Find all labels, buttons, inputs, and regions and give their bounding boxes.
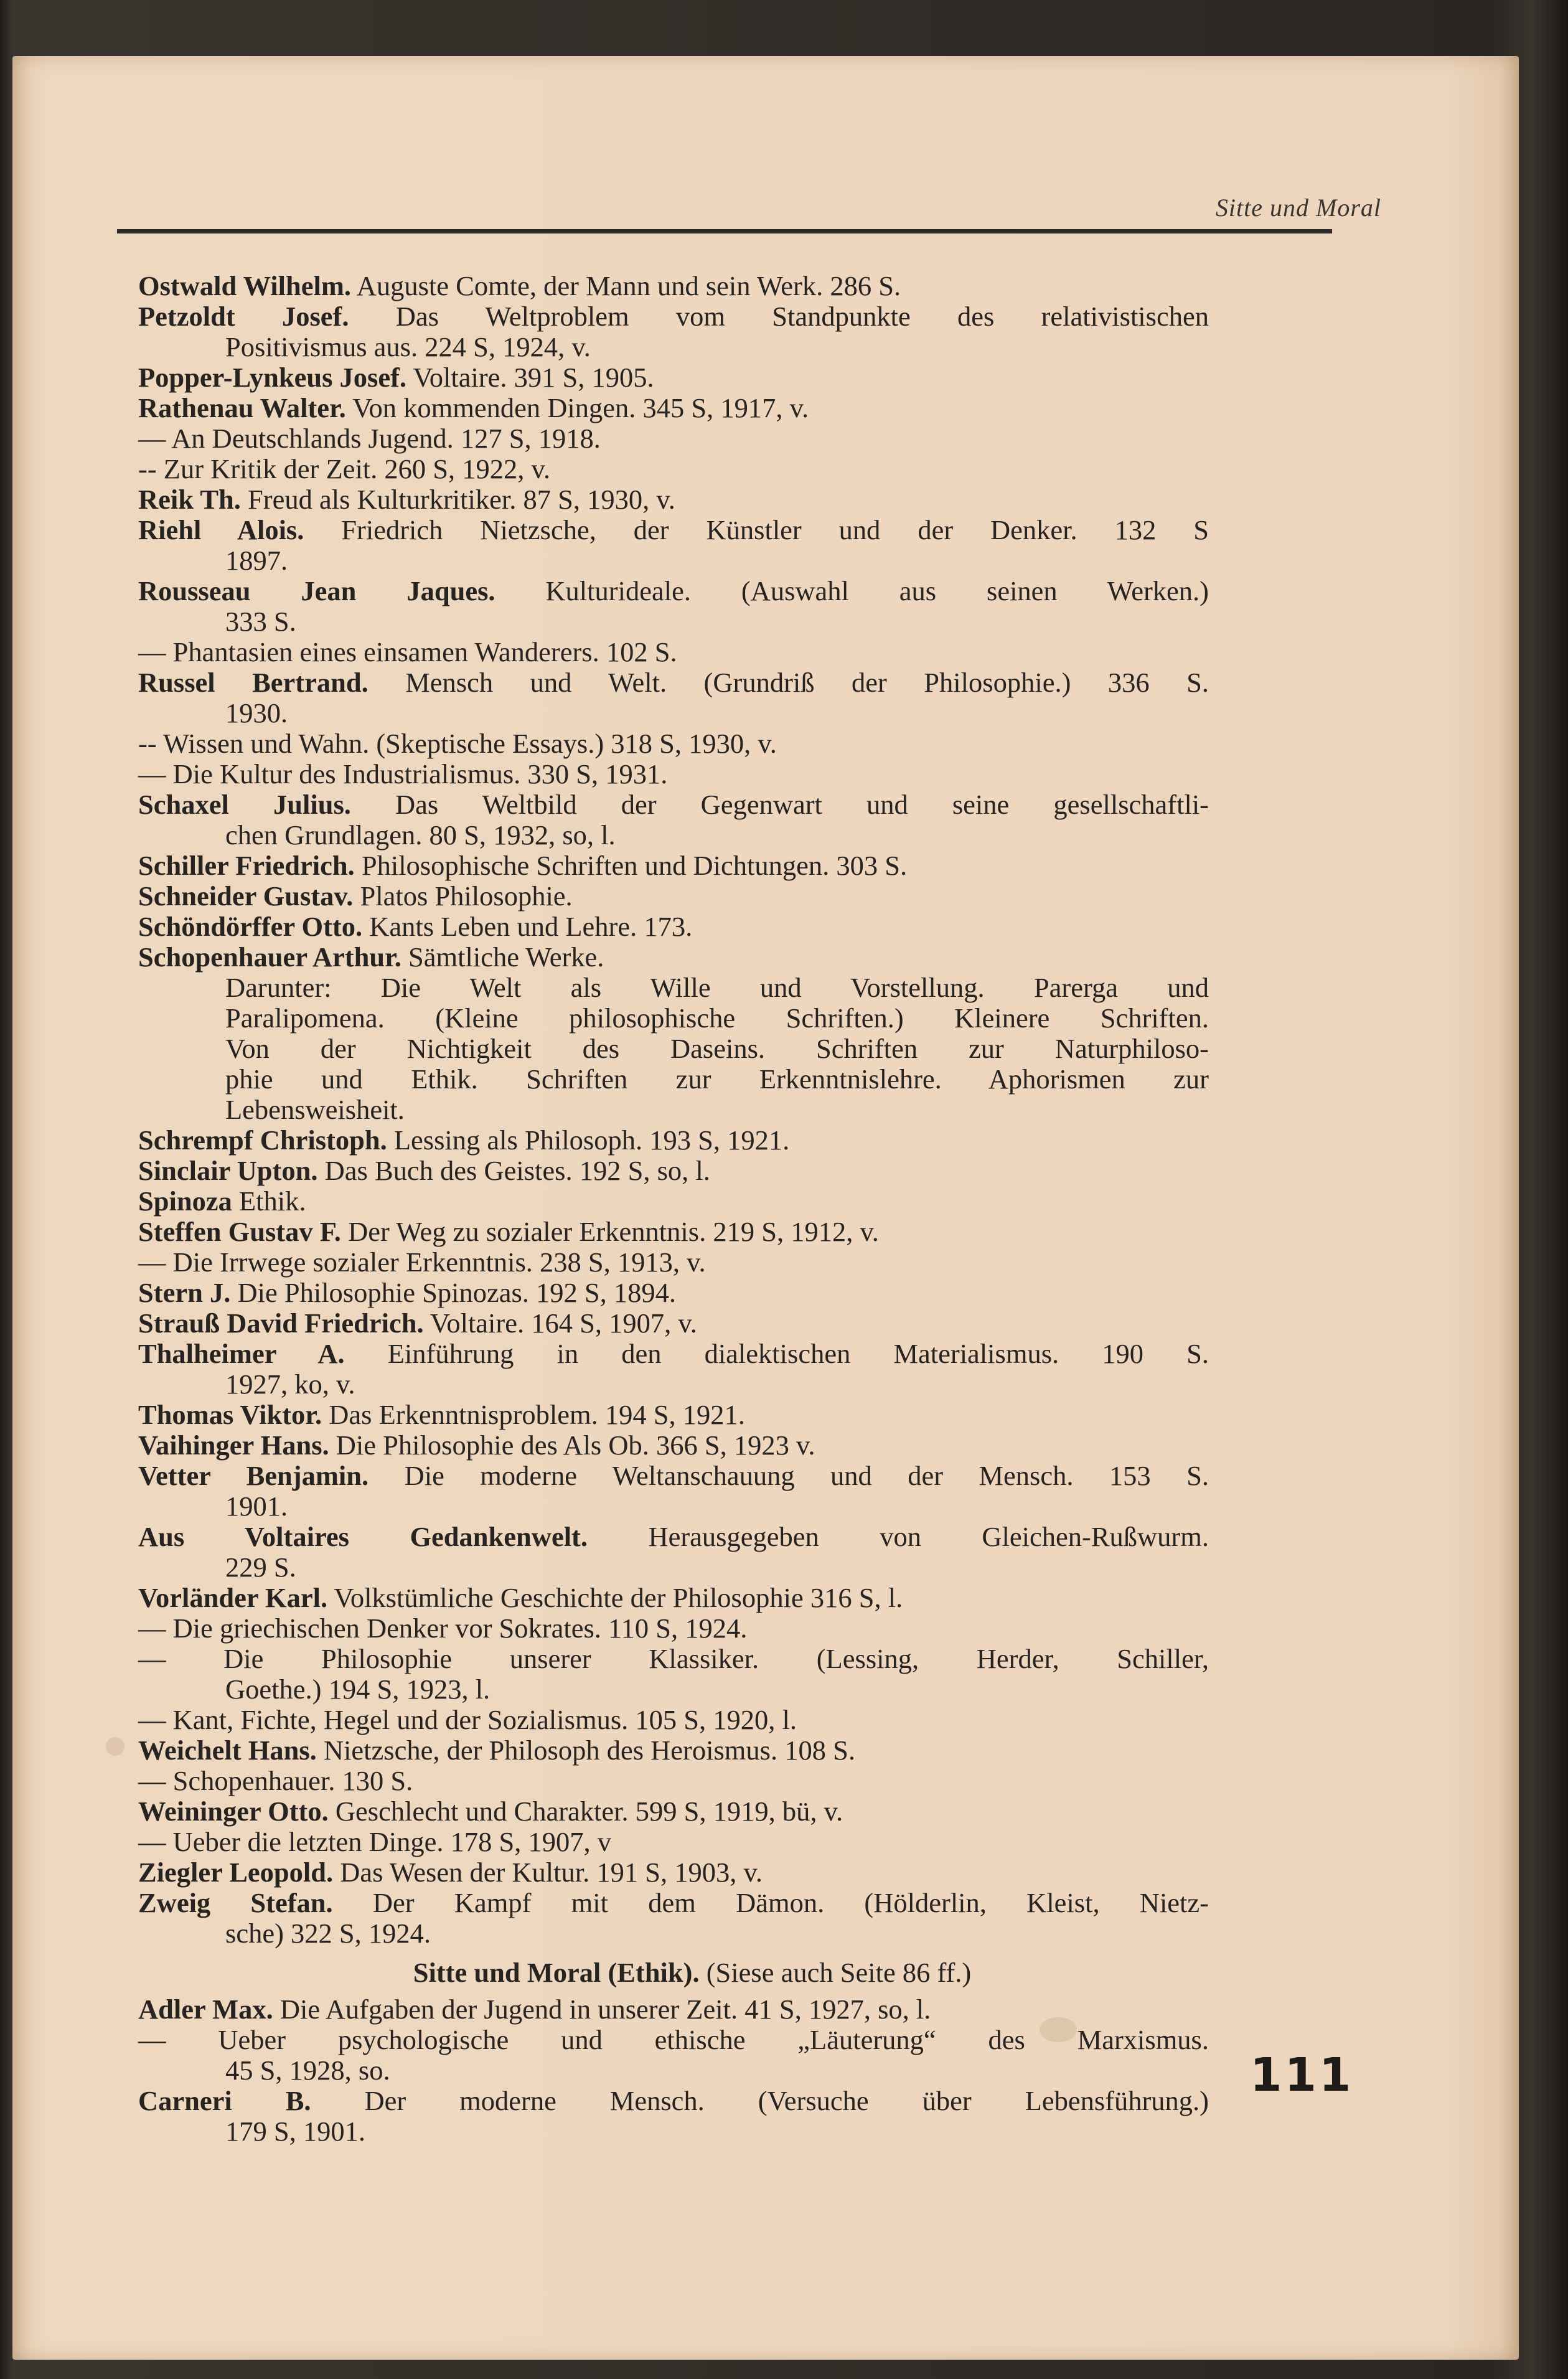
- section-title: Sitte und Moral (Ethik).: [413, 1957, 700, 1988]
- entry-title: Philosophische Schriften und Dichtungen. 303 S.: [354, 850, 908, 881]
- bibliography-entry: [138, 667, 1209, 728]
- entry-author: Weichelt Hans.: [138, 1735, 317, 1766]
- page-number: 111: [1250, 2048, 1354, 2102]
- bibliography-entry: [138, 423, 1209, 454]
- bibliography-entry: [138, 1857, 1209, 1888]
- bibliography-entry: [138, 728, 1209, 759]
- bibliography-entry: [138, 759, 1209, 789]
- entry-continuation: 333 S.: [225, 606, 296, 637]
- bibliography-entry: [138, 1125, 1209, 1156]
- entry-continuation: 1897.: [225, 545, 288, 576]
- entry-title: -- Wissen und Wahn. (Skeptische Essays.) 318 S, 1930, v.: [138, 728, 777, 759]
- entry-title: Herausgegeben von Gleichen-Rußwurm.: [588, 1521, 1209, 1552]
- bibliography-entry: [138, 850, 1209, 881]
- entry-title: Nietzsche, der Philosoph des Heroismus. 108 S.: [316, 1735, 855, 1766]
- entry-author: Stern J.: [138, 1277, 231, 1308]
- bibliography-entry: [138, 1186, 1209, 1217]
- entry-title: Mensch und Welt. (Grundriß der Philosophie.) 336 S.: [368, 667, 1209, 698]
- bibliography-entry: [138, 912, 1209, 942]
- entry-author: Schiller Friedrich.: [138, 850, 355, 881]
- entry-title: Einführung in den dialektischen Materialismus. 190 S.: [344, 1338, 1209, 1369]
- entry-title: Das Erkenntnisproblem. 194 S, 1921.: [322, 1399, 745, 1430]
- bibliography-entry: [138, 637, 1209, 667]
- entry-title: Auguste Comte, der Mann und sein Werk. 286 S.: [351, 270, 901, 301]
- entry-continuation: Darunter: Die Welt als Wille und Vorstellung. Parerga und: [225, 972, 1209, 1003]
- entry-author: Vorländer Karl.: [138, 1582, 328, 1613]
- entry-author: Russel Bertrand.: [138, 667, 369, 698]
- entry-author: Vaihinger Hans.: [138, 1430, 329, 1461]
- entry-title: Das Wesen der Kultur. 191 S, 1903, v.: [333, 1857, 763, 1888]
- bibliography-entry: [138, 2086, 1209, 2147]
- bibliography-entry: [138, 484, 1209, 515]
- bibliography-entry: [138, 1613, 1209, 1644]
- entry-title: Ethik.: [232, 1185, 306, 1217]
- bibliography-entry: [138, 271, 1209, 301]
- entry-continuation: 45 S, 1928, so.: [225, 2055, 390, 2086]
- entry-author: Aus Voltaires Gedankenwelt.: [138, 1521, 588, 1552]
- bibliography-entry: [138, 1461, 1209, 1522]
- bibliography-entry: [138, 1888, 1209, 1949]
- bibliography-entry: [138, 1278, 1209, 1308]
- entry-title: -- Zur Kritik der Zeit. 260 S, 1922, v.: [138, 453, 551, 484]
- entry-continuation: Lebensweisheit.: [225, 1094, 405, 1125]
- entry-author: Carneri B.: [138, 2085, 311, 2116]
- entry-continuation: Positivismus aus. 224 S, 1924, v.: [225, 331, 591, 362]
- entry-title: Das Buch des Geistes. 192 S, so, l.: [317, 1155, 710, 1186]
- bibliography-entry: [138, 881, 1209, 912]
- entry-title: Platos Philosophie.: [353, 880, 573, 912]
- entry-title: Volkstümliche Geschichte der Philosophie 316 S, l.: [327, 1582, 903, 1613]
- entry-author: Strauß David Friedrich.: [138, 1307, 424, 1339]
- entry-continuation: 1930.: [225, 697, 288, 728]
- section-note: (Siese auch Seite 86 ff.): [699, 1957, 972, 1988]
- bibliography-entry: [138, 1994, 1209, 2025]
- entry-title: — Die Irrwege sozialer Erkenntnis. 238 S, 1913, v.: [138, 1246, 706, 1278]
- entry-author: Ziegler Leopold.: [138, 1857, 334, 1888]
- entry-continuation: phie und Ethik. Schriften zur Erkenntnislehre. Aphorismen zur: [225, 1063, 1209, 1095]
- entry-author: Schrempf Christoph.: [138, 1124, 387, 1156]
- bibliography-entry: [138, 1217, 1209, 1247]
- entry-title: Voltaire. 164 S, 1907, v.: [423, 1307, 697, 1339]
- entry-title: Die Aufgaben der Jugend in unserer Zeit. 41 S, 1927, so, l.: [273, 1994, 931, 2025]
- entry-author: Schaxel Julius.: [138, 789, 351, 820]
- entry-title: — Phantasien eines einsamen Wanderers. 102 S.: [138, 636, 677, 667]
- entry-continuation: chen Grundlagen. 80 S, 1932, so, l.: [225, 819, 616, 850]
- bibliography-entry: [138, 1766, 1209, 1796]
- entry-author: Ostwald Wilhelm.: [138, 270, 352, 301]
- entry-title: Von kommenden Dingen. 345 S, 1917, v.: [345, 392, 809, 423]
- entry-title: Der moderne Mensch. (Versuche über Lebensführung.): [311, 2085, 1209, 2116]
- entry-author: Vetter Benjamin.: [138, 1460, 369, 1491]
- entry-continuation: Von der Nichtigkeit des Daseins. Schriften zur Naturphiloso-: [225, 1033, 1209, 1064]
- entry-continuation: sche) 322 S, 1924.: [225, 1918, 431, 1949]
- entry-author: Weininger Otto.: [138, 1796, 329, 1827]
- bibliography-entry: [138, 515, 1209, 576]
- bibliography-entry: [138, 1705, 1209, 1735]
- bibliography-entry: [138, 1522, 1209, 1583]
- bibliography-entry: [138, 301, 1209, 362]
- bibliography-entry: [138, 393, 1209, 423]
- entry-title: Lessing als Philosoph. 193 S, 1921.: [387, 1124, 790, 1156]
- running-header: Sitte und Moral: [1215, 194, 1381, 222]
- bibliography-entry: [138, 576, 1209, 637]
- entry-continuation: 179 S, 1901.: [225, 2116, 365, 2147]
- entry-title: — Kant, Fichte, Hegel und der Sozialismus. 105 S, 1920, l.: [138, 1704, 797, 1735]
- entry-title: Die Philosophie Spinozas. 192 S, 1894.: [230, 1277, 677, 1308]
- bibliography-entry: [138, 1339, 1209, 1400]
- paper-stain: [106, 1737, 124, 1756]
- entry-title: — Schopenhauer. 130 S.: [138, 1765, 413, 1796]
- bibliography-entry: [138, 362, 1209, 393]
- entry-author: Reik Th.: [138, 484, 241, 515]
- entry-author: Zweig Stefan.: [138, 1887, 333, 1918]
- entry-title: — An Deutschlands Jugend. 127 S, 1918.: [138, 423, 601, 454]
- bibliography-entry: [138, 1430, 1209, 1461]
- bibliography-entry: [138, 1156, 1209, 1186]
- entry-title: Kulturideale. (Auswahl aus seinen Werken.): [495, 575, 1209, 606]
- entry-title: Die Philosophie des Als Ob. 366 S, 1923 v.: [329, 1430, 815, 1461]
- entry-author: Schopenhauer Arthur.: [138, 941, 401, 973]
- entry-title: Geschlecht und Charakter. 599 S, 1919, bü, v.: [328, 1796, 843, 1827]
- entry-title: — Die Philosophie unserer Klassiker. (Lessing, Herder, Schiller,: [138, 1643, 1209, 1674]
- entry-author: Schneider Gustav.: [138, 880, 354, 912]
- bibliography-entry: [138, 2025, 1209, 2086]
- entry-author: Petzoldt Josef.: [138, 301, 349, 332]
- entry-continuation: 1927, ko, v.: [225, 1369, 355, 1400]
- entry-title: Kants Leben und Lehre. 173.: [362, 911, 693, 942]
- bibliography-entry: [138, 1644, 1209, 1705]
- entry-continuation: Paralipomena. (Kleine philosophische Schriften.) Kleinere Schriften.: [225, 1002, 1209, 1034]
- header-rule: [117, 229, 1332, 233]
- entry-author: Thomas Viktor.: [138, 1399, 322, 1430]
- entry-title: Der Weg zu sozialer Erkenntnis. 219 S, 1912, v.: [340, 1216, 879, 1247]
- entry-title: Voltaire. 391 S, 1905.: [406, 362, 654, 393]
- entry-title: Die moderne Weltanschauung und der Mensch. 153 S.: [369, 1460, 1209, 1491]
- section-heading: [138, 1957, 1209, 1988]
- entry-title: Das Weltbild der Gegenwart und seine gesellschaftli-: [350, 789, 1209, 820]
- bibliography-entry: [138, 973, 1209, 1125]
- entry-author: Rousseau Jean Jaques.: [138, 575, 495, 606]
- entry-title: — Ueber psychologische und ethische „Läuterung“ des Marxismus.: [138, 2024, 1209, 2055]
- entry-author: Riehl Alois.: [138, 514, 304, 545]
- entry-title: Friedrich Nietzsche, der Künstler und der Denker. 132 S: [304, 514, 1209, 545]
- bibliography-list: [138, 271, 1209, 2147]
- bibliography-entry: [138, 942, 1209, 973]
- bibliography-entry: [138, 1247, 1209, 1278]
- bibliography-entry: [138, 454, 1209, 484]
- bibliography-entry: [138, 1308, 1209, 1339]
- entry-title: — Die Kultur des Industrialismus. 330 S, 1931.: [138, 758, 668, 789]
- entry-author: Popper-Lynkeus Josef.: [138, 362, 407, 393]
- entry-title: — Ueber die letzten Dinge. 178 S, 1907, v: [138, 1826, 612, 1857]
- entry-continuation: 1901.: [225, 1491, 288, 1522]
- entry-title: Der Kampf mit dem Dämon. (Hölderlin, Kleist, Nietz-: [332, 1887, 1209, 1918]
- entry-continuation: Goethe.) 194 S, 1923, l.: [225, 1674, 491, 1705]
- entry-author: Rathenau Walter.: [138, 392, 346, 423]
- entry-continuation: 229 S.: [225, 1552, 296, 1583]
- bibliography-entry: [138, 1583, 1209, 1613]
- entry-author: Schöndörffer Otto.: [138, 911, 363, 942]
- bibliography-entry: [138, 1796, 1209, 1827]
- entry-author: Thalheimer A.: [138, 1338, 345, 1369]
- entry-author: Sinclair Upton.: [138, 1155, 318, 1186]
- entry-author: Adler Max.: [138, 1994, 273, 2025]
- entry-title: Sämtliche Werke.: [401, 941, 604, 973]
- entry-title: Freud als Kulturkritiker. 87 S, 1930, v.: [240, 484, 675, 515]
- bibliography-entry: [138, 1827, 1209, 1857]
- entry-author: Steffen Gustav F.: [138, 1216, 341, 1247]
- bibliography-entry: [138, 789, 1209, 850]
- entry-author: Spinoza: [138, 1185, 232, 1217]
- entry-title: Das Weltproblem vom Standpunkte des relativistischen: [349, 301, 1209, 332]
- entry-title: — Die griechischen Denker vor Sokrates. 110 S, 1924.: [138, 1613, 748, 1644]
- bibliography-entry: [138, 1735, 1209, 1766]
- bibliography-entry: [138, 1400, 1209, 1430]
